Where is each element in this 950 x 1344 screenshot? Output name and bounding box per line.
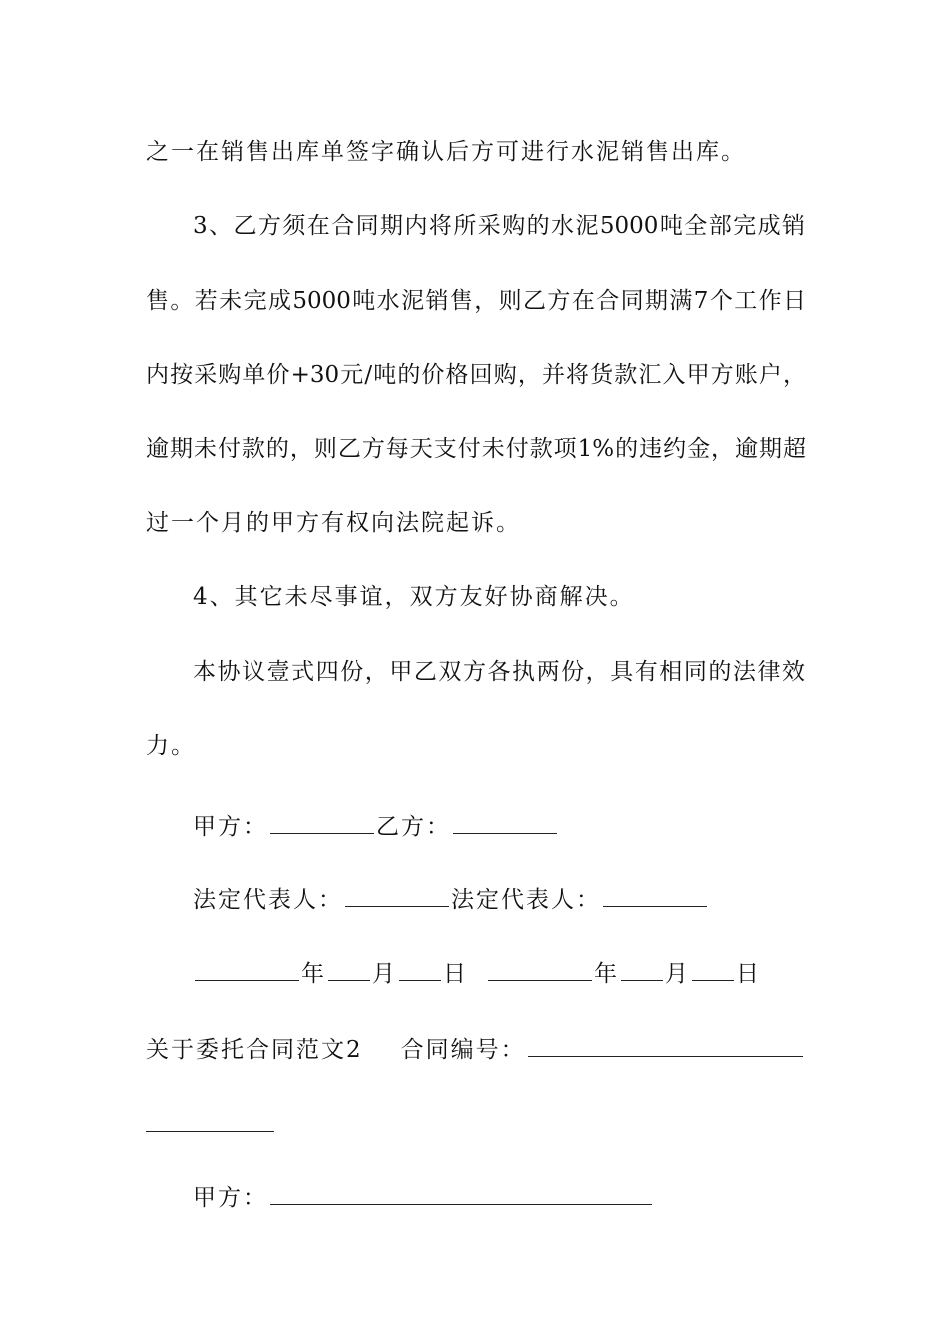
party-a-label: 甲方： xyxy=(193,814,268,840)
paragraph-line: 之一在销售出库单签字确认后方可进行水泥销售出库。 xyxy=(146,139,746,165)
party-a-line xyxy=(193,1182,654,1213)
section-title: 关于委托合同范文2 xyxy=(146,1037,363,1063)
paragraph-line: 内按采购单价+30元/吨的价格回购，并将货款汇入甲方账户， xyxy=(146,362,806,388)
year-label: 年 xyxy=(594,961,619,987)
party-a-name-blank[interactable] xyxy=(270,1182,652,1205)
day-a-blank[interactable] xyxy=(399,958,441,981)
contract-number-label: 合同编号： xyxy=(400,1037,526,1063)
paragraph-line: 4、其它未尽事谊，双方友好协商解决。 xyxy=(193,584,635,610)
month-label: 月 xyxy=(665,961,690,987)
party-signature-line xyxy=(193,811,559,842)
year-label: 年 xyxy=(301,961,326,987)
contract-number-blank[interactable] xyxy=(528,1034,803,1057)
rep-b-blank[interactable] xyxy=(603,884,707,907)
year-a-blank[interactable] xyxy=(195,958,299,981)
party-b-blank[interactable] xyxy=(453,811,557,834)
contract-number-continuation-blank[interactable] xyxy=(146,1131,274,1132)
year-b-blank[interactable] xyxy=(488,958,592,981)
month-b-blank[interactable] xyxy=(621,958,663,981)
paragraph-line: 本协议壹式四份，甲乙双方各执两份，具有相同的法律效 xyxy=(193,659,805,685)
date-line xyxy=(193,958,761,989)
party-a-label: 甲方： xyxy=(193,1185,268,1211)
day-label: 日 xyxy=(443,961,468,987)
paragraph-line: 逾期未付款的，则乙方每天支付未付款项1%的违约金，逾期超 xyxy=(146,436,806,462)
paragraph-line: 3、乙方须在合同期内将所采购的水泥5000吨全部完成销 xyxy=(193,213,805,239)
month-label: 月 xyxy=(372,961,397,987)
paragraph-line: 过一个月的甲方有权向法院起诉。 xyxy=(146,510,521,536)
rep-a-blank[interactable] xyxy=(345,884,449,907)
party-b-label: 乙方： xyxy=(376,814,451,840)
representative-signature-line xyxy=(193,884,709,915)
contract-heading-line xyxy=(146,1034,805,1065)
paragraph-line: 力。 xyxy=(146,733,196,759)
party-a-blank[interactable] xyxy=(270,811,374,834)
day-label: 日 xyxy=(736,961,761,987)
month-a-blank[interactable] xyxy=(328,958,370,981)
paragraph-line: 售。若未完成5000吨水泥销售，则乙方在合同期满7个工作日 xyxy=(146,288,806,314)
rep-b-label: 法定代表人： xyxy=(451,887,601,913)
rep-a-label: 法定代表人： xyxy=(193,887,343,913)
day-b-blank[interactable] xyxy=(692,958,734,981)
